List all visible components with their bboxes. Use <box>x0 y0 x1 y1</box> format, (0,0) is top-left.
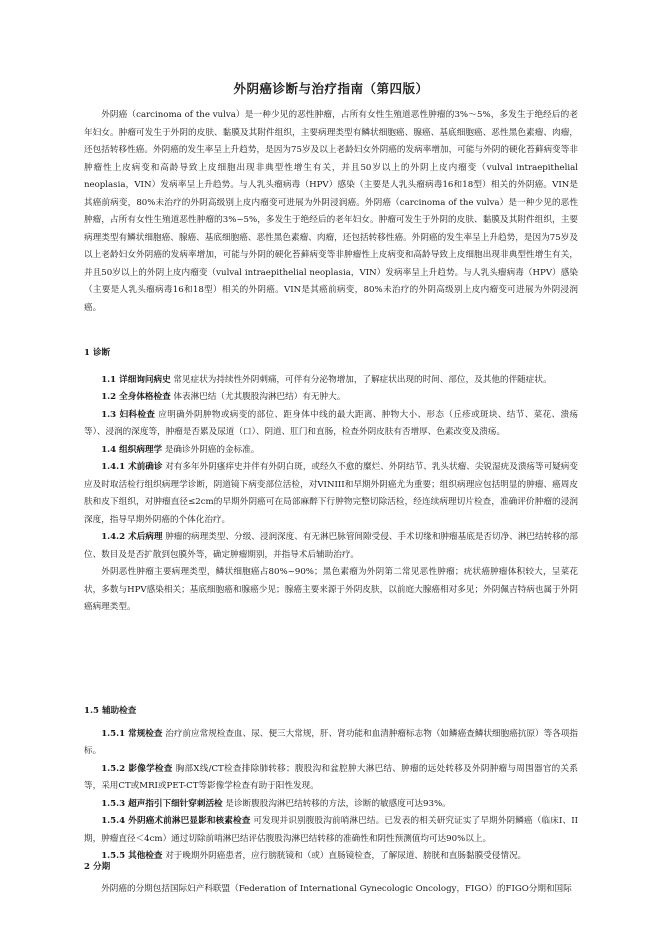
section-diagnosis <box>84 345 578 617</box>
paragraph-text: 常见症状为持续性外阴刺痛，可伴有分泌物增加，了解症状出现的时间、部位，及其他的伴随症状。 <box>170 374 552 385</box>
paragraph-text: 应明确外阴肿物或病变的部位、距身体中线的最大距离、肿物大小、形态（丘疹或斑块、结节、菜花、溃疡等）、浸润的深度等，肿瘤是否累及尿道（口）、阴道、肛门和直肠，检查外阴皮肤有否增厚、色素改变及溃疡。 <box>84 409 579 437</box>
subheading: 1.4 组织病理学 <box>101 444 163 455</box>
paragraph-1-4-2 <box>84 529 578 564</box>
subheading: 1.2 全身体格检查 <box>101 392 171 402</box>
paragraph-1-5-1 <box>84 726 578 761</box>
paragraph-text: 肿瘤的病理类型、分级、浸润深度、有无淋巴脉管间隙受侵、手术切缘和肿瘤基底是否切净、淋巴结转移的部位、数目及是否扩散到包膜外等，确定肿瘤期别，并指导术后辅助治疗。 <box>84 532 579 560</box>
paragraph-text: 是确诊外阴癌的金标准。 <box>162 444 260 455</box>
intro-paragraph <box>84 107 578 317</box>
paragraph-1-5-3 <box>84 796 578 814</box>
document-title: 外阴癌诊断与治疗指南（第四版） <box>233 81 429 96</box>
subheading: 1.5.1 常规检查 <box>101 728 163 739</box>
paragraph-1-5-2 <box>84 761 578 796</box>
paragraph-text: 是诊断腹股沟淋巴结转移的方法，诊断的敏感度可达93%。 <box>222 798 451 809</box>
paragraph-text: 治疗前应常规检查血、尿、便三大常规，肝、肾功能和血清肿瘤标志物（如鳞癌查鳞状细胞癌抗原）等各项指标。 <box>84 728 579 756</box>
section-heading: 1.5 辅助检查 <box>84 706 137 716</box>
subheading: 1.5.3 超声指引下细针穿刺活检 <box>101 798 223 809</box>
section-auxiliary-exams <box>84 703 578 866</box>
section-staging <box>84 859 578 898</box>
paragraph-1-4 <box>84 442 578 460</box>
intro-text: 外阴癌（carcinoma of the vulva）是一种少见的恶性肿瘤，占所有女性生殖道恶性肿瘤的3%～5%，多发生于绝经后的老年妇女。肿瘤可发生于外阴的皮肤、黏膜及其附件组织，主要病理类型有鳞状细胞癌、腺癌、基底细胞癌、恶性黑色素瘤、肉瘤，还包括转移性癌。外阴癌的发生率呈上升趋势，是因为75岁及以上老龄妇女外阴癌的发病率增加，可能与外阴的硬化苔藓病变等非肿瘤性上皮病变和高龄导致上皮细胞出现非典型性增生有关，并且50岁以上的外阴上皮内瘤变（vulval intraepithelial neoplasia，VIN）发病率呈上升趋势。与人乳头瘤病毒（HPV）感染（主要是人乳头瘤病毒16和18型）相关的外阴癌。VIN是其癌前病变，80%未治疗的外阴高级别上皮内瘤变可进展为外阴浸润癌。外阴癌（carcinoma of the vulva）是一种少见的恶性肿瘤，占所有女性生殖道恶性肿瘤的3%~5%，多发生于绝经后的老年妇女。肿瘤可发生于外阴的皮肤、黏膜及其附件组织，主要病理类型有鳞状细胞癌、腺癌、基底细胞癌、恶性黑色素瘤、肉瘤，还包括转移性癌。外阴癌的发生率呈上升趋势，是因为75岁及以上老龄妇女外阴癌的发病率增加，可能与外阴的硬化苔藓病变等非肿瘤性上皮病变和高龄导致上皮细胞出现非典型性增生有关，并且50岁以上的外阴上皮内瘤变（vulval intraepithelial neoplasia，VIN）发病率呈上升趋势。与人乳头瘤病毒（HPV）感染（主要是人乳头瘤病毒16和18型）相关的外阴癌。VIN是其癌前病变，80%未治疗的外阴高级别上皮内瘤变可进展为外阴浸润癌。 <box>84 110 578 313</box>
paragraph-text: 胸部X线/CT检查排除肺转移；腹股沟和盆腔肿大淋巴结、肿瘤的远处转移及外阴肿瘤与周围器官的关系等，采用CT或MRI或PET-CT等影像学检查有助于阳性发现。 <box>84 763 578 791</box>
paragraph-text: 对有多年外阴瘙痒史并伴有外阴白斑，或经久不愈的糜烂、外阴结节、乳头状瘤、尖锐湿疣及溃疡等可疑病变应及时取活检行组织病理学诊断，阴道镜下病变部位活检，对VINIII和早期外阴癌尤为重要；组织病理应包括明显的肿瘤、癌周皮肤和皮下组织，对肿瘤直径≤2cm的早期外阴癌可在局部麻醉下行肿物完整切除活检，经连续病理切片检查，准确评价肿瘤的浸润深度，指导早期外阴癌的个体化治疗。 <box>84 462 579 525</box>
subheading: 1.5.2 影像学检查 <box>101 763 173 774</box>
subheading: 1.3 妇科检查 <box>101 409 156 420</box>
subheading: 1.5.5 其他检查 <box>101 851 163 861</box>
paragraph-1-4-1 <box>84 459 578 529</box>
paragraph-1-2 <box>84 389 578 407</box>
paragraph-staging: 外阴癌的分期包括国际妇产科联盟（Federation of International Gynecologic Oncology，FIGO）的FIGO分期和国际 <box>101 883 572 894</box>
section-heading: 2 分期 <box>84 862 111 872</box>
subheading: 1.1 详细询问病史 <box>101 374 171 385</box>
paragraph-text: 可发现并识别腹股沟前哨淋巴结。已发表的相关研究证实了早期外阴鳞癌（临床I、II期，肿瘤直径＜4cm）通过切除前哨淋巴结评估腹股沟淋巴结转移的准确性和阴性预测值均可达90%以上。 <box>84 816 578 844</box>
paragraph-pathology-types: 外阴恶性肿瘤主要病理类型，鳞状细胞癌占80%~90%；黑色素瘤为外阴第二常见恶性肿瘤；疣状癌肿瘤体积较大，呈菜花状，多数与HPV感染相关；基底细胞癌和腺癌少见；腺癌主要来源于外阴皮肤，以前庭大腺癌相对多见；外阴佩吉特病也属于外阴癌病理类型。 <box>84 567 578 612</box>
paragraph-1-3 <box>84 407 578 442</box>
section-heading: 1 诊断 <box>84 348 111 358</box>
paragraph-text: 体表淋巴结（尤其腹股沟淋巴结）有无肿大。 <box>170 392 346 402</box>
subheading: 1.4.2 术后病理 <box>101 532 163 542</box>
subheading: 1.4.1 术前确诊 <box>101 462 163 472</box>
subheading: 1.5.4 外阴癌术前淋巴显影和核素检查 <box>101 816 251 826</box>
paragraph-1-5-4 <box>84 813 578 848</box>
paragraph-text: 对于晚期外阴癌患者，应行膀胱镜和（或）直肠镜检查，了解尿道、膀胱和直肠黏膜受侵情况。 <box>162 851 527 861</box>
paragraph-1-1 <box>84 372 578 390</box>
